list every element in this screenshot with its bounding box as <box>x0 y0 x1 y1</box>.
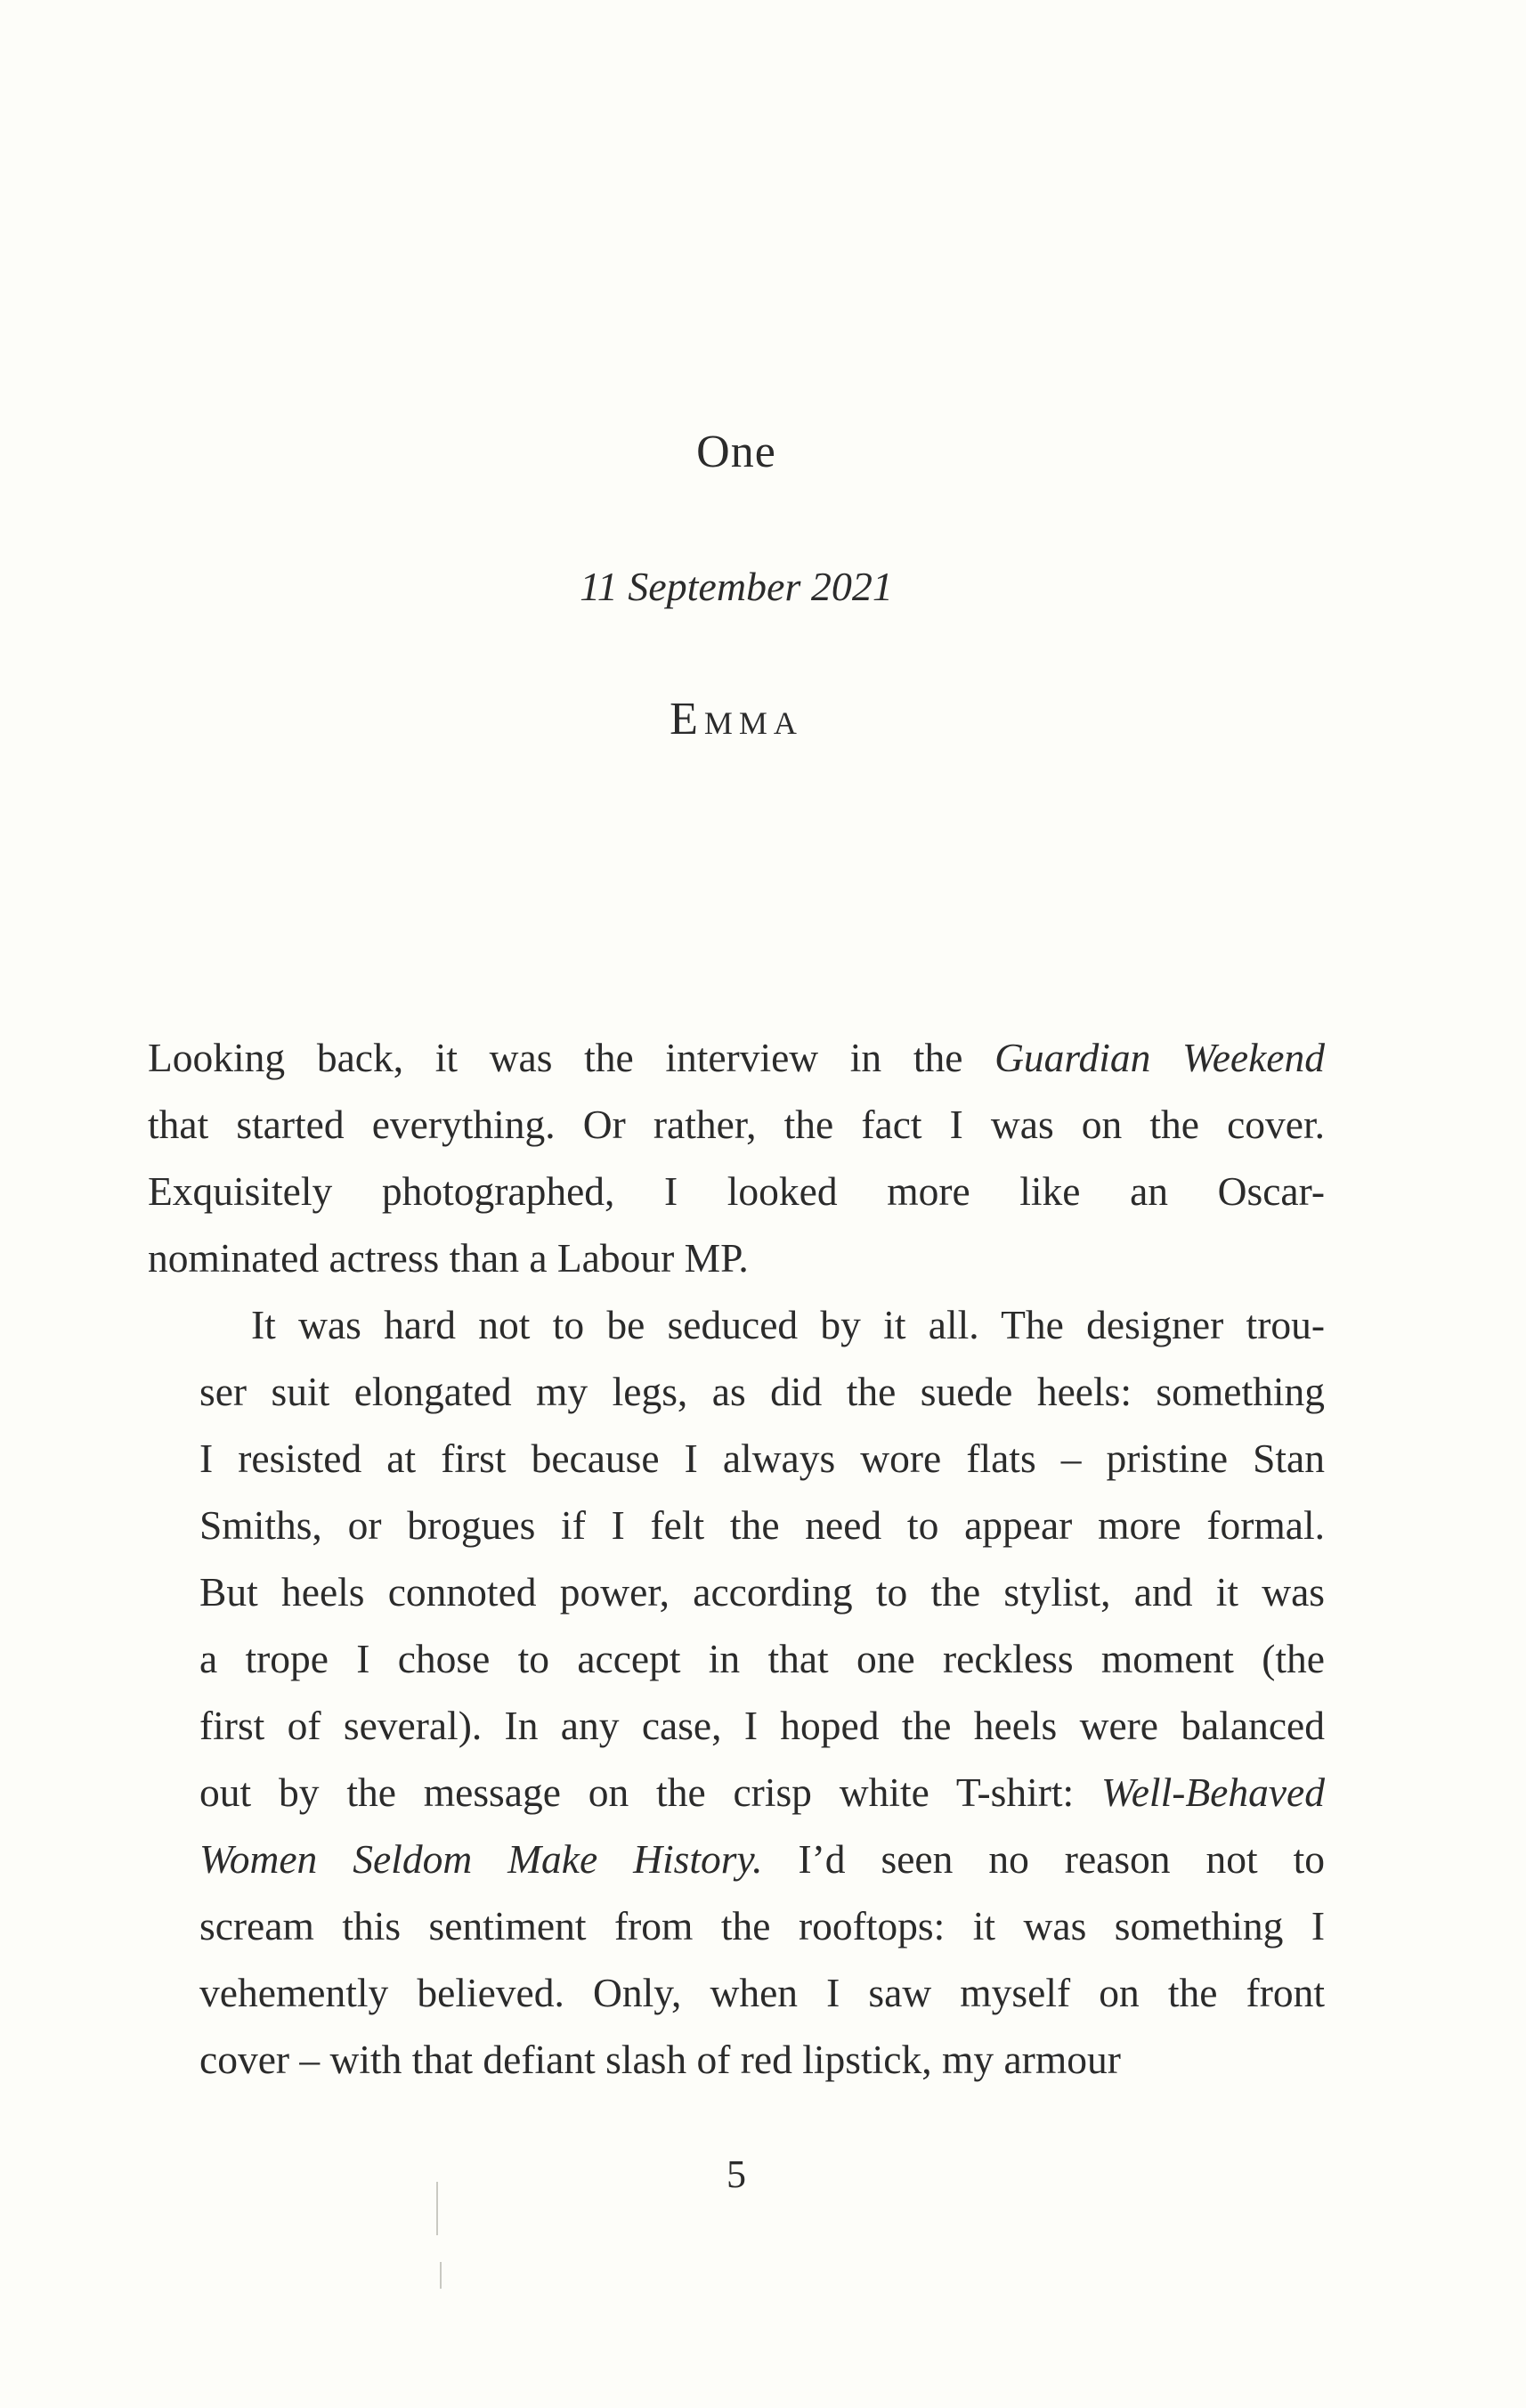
text-run: nominated actress than a Labour MP. <box>148 1235 749 1281</box>
text-run: Looking back, it was the interview in the <box>148 1035 995 1080</box>
text-line <box>148 2026 1325 2093</box>
italic-text: Guardian Weekend <box>994 1035 1325 1080</box>
text-line <box>148 1425 1325 1492</box>
text-run: Exquisitely photographed, I looked more like an Oscar- <box>148 1168 1325 1214</box>
chapter-narrator: Emma <box>670 694 803 744</box>
text-line <box>148 1158 1325 1224</box>
text-line <box>148 1024 1325 1091</box>
text-line <box>148 1692 1325 1759</box>
text-line <box>148 1826 1325 1892</box>
text-run: But heels connoted power, according to the stylist, and it was <box>199 1569 1325 1615</box>
text-run: out by the message on the crisp white T-shirt: <box>199 1769 1102 1815</box>
text-line <box>148 1558 1325 1625</box>
text-run: scream this sentiment from the rooftops: it was something I <box>199 1903 1325 1948</box>
text-run: vehemently believed. Only, when I saw myself on the front <box>199 1970 1325 2015</box>
text-run: cover – with that defiant slash of red lipstick, my armour <box>199 2037 1121 2082</box>
text-line <box>148 1625 1325 1692</box>
text-line <box>148 1892 1325 1959</box>
scan-artifact-mark <box>436 2182 438 2235</box>
text-run: first of several). In any case, I hoped the heels were balanced <box>199 1703 1325 1748</box>
scan-artifact-mark <box>440 2262 442 2289</box>
text-line <box>148 1358 1325 1425</box>
paragraph <box>148 1024 1325 1291</box>
text-line <box>148 1959 1325 2026</box>
text-line <box>148 1091 1325 1158</box>
text-line <box>148 1224 1325 1291</box>
body-text <box>148 1024 1325 2093</box>
text-line <box>148 1492 1325 1558</box>
text-run: I’d seen no reason not to <box>762 1836 1325 1882</box>
text-line <box>148 1291 1325 1358</box>
text-line <box>148 1759 1325 1826</box>
text-run: I resisted at first because I always wore flats – pristine Stan <box>199 1436 1325 1481</box>
chapter-number: One <box>696 427 776 477</box>
text-run: a trope I chose to accept in that one reckless moment (the <box>199 1636 1325 1681</box>
paragraph <box>148 1291 1325 2093</box>
italic-text: Well-Behaved <box>1101 1769 1325 1815</box>
text-run: that started everything. Or rather, the fact I was on the cover. <box>148 1102 1325 1147</box>
text-run: Smiths, or brogues if I felt the need to appear more formal. <box>199 1502 1325 1548</box>
italic-text: Women Seldom Make History. <box>199 1836 763 1882</box>
text-run: It was hard not to be seduced by it all. The designer trou- <box>251 1302 1325 1347</box>
chapter-date: 11 September 2021 <box>580 564 893 609</box>
text-run: ser suit elongated my legs, as did the suede heels: something <box>199 1369 1325 1414</box>
page-number: 5 <box>726 2152 746 2196</box>
